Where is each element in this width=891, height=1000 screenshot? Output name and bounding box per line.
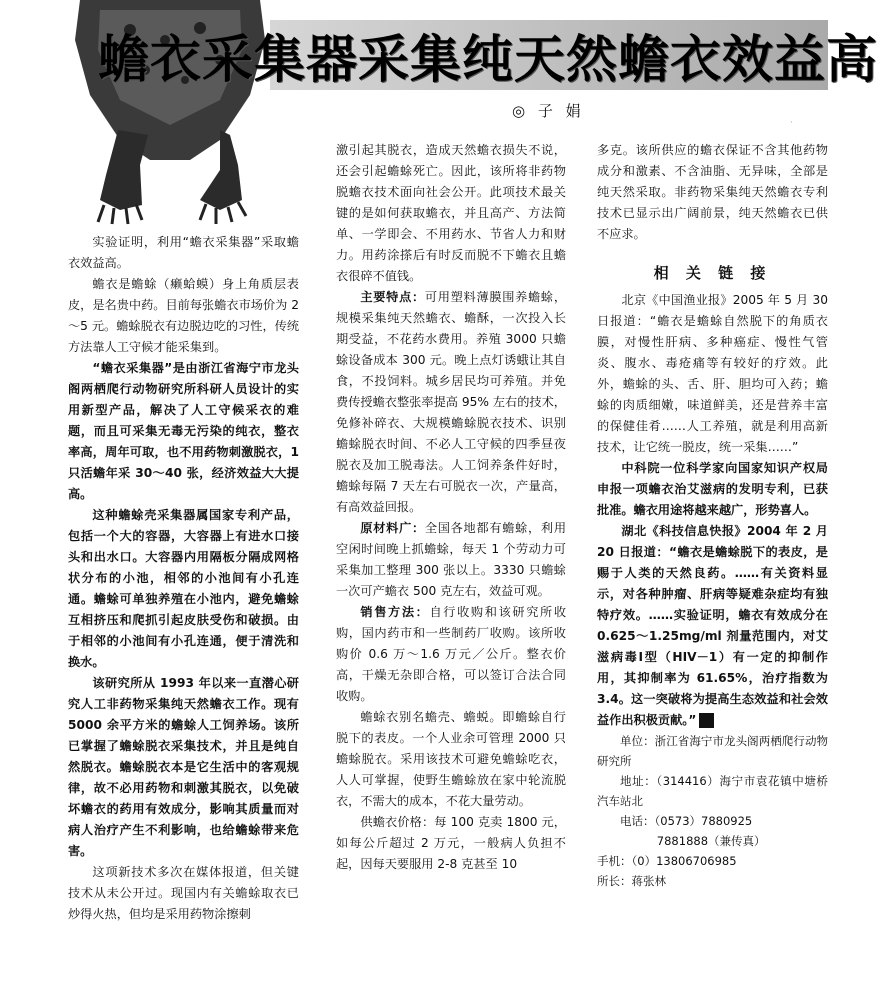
paragraph: 蟾衣是蟾蜍（癞蛤蟆）身上角质层表皮，是名贵中药。目前每张蟾衣市场价为 2～5 元。蟾蜍脱衣有边脱边吃的习性，传统方法靠人工守候才能采集到。: [68, 277, 300, 354]
paragraph: [336, 518, 566, 602]
contact-phone: 电话：（0573）7880925: [620, 814, 753, 828]
contact-phone-fax: 7881888（兼传真）: [656, 834, 766, 848]
paragraph: 多克。该所供应的蟾衣保证不含其他药物成分和激素、不含油脂、无异味，全部是纯天然采取。非药物采集纯天然蟾衣专利技术已显示出广阔前景，纯天然蟾衣已供不应求。: [597, 143, 828, 241]
column-3: [597, 140, 828, 891]
paragraph: 该研究所从 1993 年以来一直潜心研究人工非药物采集纯天然蟾衣工作。现有 5000 余平方米的蟾蜍人工饲养场。该所已掌握了蟾蜍脱衣采集技术，并且是纯自然脱衣。蟾蜍脱衣本是它生活中的客观规律，故不必用药物和刺激其脱衣，以免破坏蟾衣的药用有效成分，影响其质量而对病人治疗产生不利影响，也给蟾蜍带来危害。: [68, 676, 299, 858]
paragraph: 蟾蜍衣别名蟾壳、蟾蜕。即蟾蜍自行脱下的表皮。一个人业余可管理 2000 只蟾蜍脱衣。采用该技术可避免蟾蜍吃衣，人人可掌握，使野生蟾蜍放在家中轮流脱衣，不需大的成本，不花大量劳动。: [336, 710, 566, 808]
paragraph: [336, 287, 566, 518]
column-1: [68, 232, 299, 925]
article-title: 蟾衣采集器采集纯天然蟾衣效益高: [98, 30, 879, 90]
related-links-heading: 相 关 链 接: [653, 264, 772, 282]
section-text: 全国各地都有蟾蜍，利用空闲时间晚上抓蟾蜍，每天 1 个劳动力可采集加工整理 300 张以上。3330 只蟾蜍一次可产蟾衣 500 克左右，效益可观。: [336, 521, 567, 598]
paragraph: 这项新技术多次在媒体报道，但关键技术从未公开过。现国内有关蟾蜍取衣已炒得火热，但均是采用药物涂擦刺: [68, 865, 299, 921]
paragraph: [597, 521, 828, 731]
paragraph: 激引起其脱衣，造成天然蟾衣损失不说，还会引起蟾蜍死亡。因此，该所将非药物脱蟾衣技术面向社会公开。此项技术最关键的是如何获取蟾衣，并且高产、方法简单、一学即会、不用药水、节省人力和财力。用药涂搽后有时反而脱不下蟾衣且蟾衣很碎不值钱。: [336, 143, 566, 283]
contact-block: [597, 731, 828, 891]
column-2: [336, 140, 566, 875]
section-label: 销售方法：: [360, 605, 430, 619]
contact-unit: 单位：浙江省海宁市龙头阁两栖爬行动物研究所: [597, 734, 828, 768]
paragraph: 实验证明，利用“蟾衣采集器”采取蟾衣效益高。: [68, 235, 299, 270]
paragraph: 中科院一位科学家向国家知识产权局申报一项蟾衣治艾滋病的发明专利，已获批准。蟾衣用途将越来越广，形势喜人。: [597, 461, 828, 517]
end-mark-icon: Z: [699, 713, 714, 728]
contact-address: 地址：（314416）海宁市袁花镇中塘桥汽车站北: [597, 774, 828, 808]
paragraph: “蟾衣采集器”是由浙江省海宁市龙头阁两栖爬行动物研究所科研人员设计的实用新型产品，解决了人工守候采衣的难题，而且可采集无毒无污染的纯衣，整衣率高，周年可取，也不用药物刺激脱衣，1 只活蟾年采 30～40 张，经济效益大大提高。: [68, 361, 299, 501]
margin-mark: ·: [790, 118, 793, 128]
section-text: 可用塑料薄膜围养蟾蜍，规模采集纯天然蟾衣、蟾酥，一次投入长期受益，不花药水费用。养殖 3000 只蟾蜍设备成本 300 元。晚上点灯诱蛾让其自食，不投饲料。城乡居民均可养殖。并免费传授蟾衣整张率提高 95% 左右的技术，免修补碎衣、大规模蟾蜍脱衣技术、识别蟾蜍脱衣时间、不必人工守候的四季昼夜脱衣及加工脱毒法。人工饲养条件好时，蟾蜍每隔 7 天左右可脱衣一次，产量高，有高效益回报。: [336, 290, 567, 514]
paragraph: 供蟾衣价格：每 100 克卖 1800 元，如每公斤超过 2 万元，一般病人负担不起，因每天要服用 2-8 克甚至 10: [336, 815, 566, 871]
section-text: 湖北《科技信息快报》2004 年 2 月 20 日报道：“蟾衣是蟾蜍脱下的表皮，是赐于人类的天然良药。……有关资料显示，对各种肿瘤、肝病等疑难杂症均有独特疗效。……实验证明，蟾衣有效成分在 0.625～1.25mg/ml 剂量范围内，对艾滋病毒Ⅰ型（HIV－1）有一定的抑制作用，其抑制率为 61.65%，治疗指数为 3.4。这一突破将为提高生态效益和社会效益作出积极贡献。”: [597, 524, 828, 727]
author-byline: ◎ 子 娟: [512, 102, 585, 120]
paragraph: 北京《中国渔业报》2005 年 5 月 30 日报道：“蟾衣是蟾蜍自然脱下的角质衣膜，对慢性肝病、多种癌症、慢性气管炎、腹水、毒疮痛等有较好的疗效。此外，蟾蜍的头、舌、肝、胆均可入药；蟾蜍的肉质细嫩，味道鲜美，还是营养丰富的保健佳肴……人工养殖，就是利用高新技术，让它统一脱皮，统一采集……”: [597, 293, 828, 454]
contact-director: 所长：蒋张林: [597, 874, 666, 888]
paragraph: 这种蟾蜍壳采集器属国家专利产品，包括一个大的容器，大容器上有进水口接头和出水口。大容器内用隔板分隔成网格状分布的小池，相邻的小池间有小孔连通。蟾蜍可单独养殖在小池内，避免蟾蜍互相挤压和爬抓引起皮肤受伤和破损。由于相邻的小池间有小孔连通，便于清洗和换水。: [68, 508, 299, 669]
section-label: 原材料广：: [360, 521, 425, 535]
section-label: 主要特点：: [360, 290, 425, 304]
paragraph: [336, 602, 566, 707]
contact-mobile: 手机：（0）13806706985: [597, 854, 737, 868]
section-text: 自行收购和该研究所收购，国内药市和一些制药厂收购。该所收购价 0.6 万～1.6 万元／公斤。整衣价高，干燥无杂即合格，可以签订合法合同收购。: [336, 605, 567, 703]
